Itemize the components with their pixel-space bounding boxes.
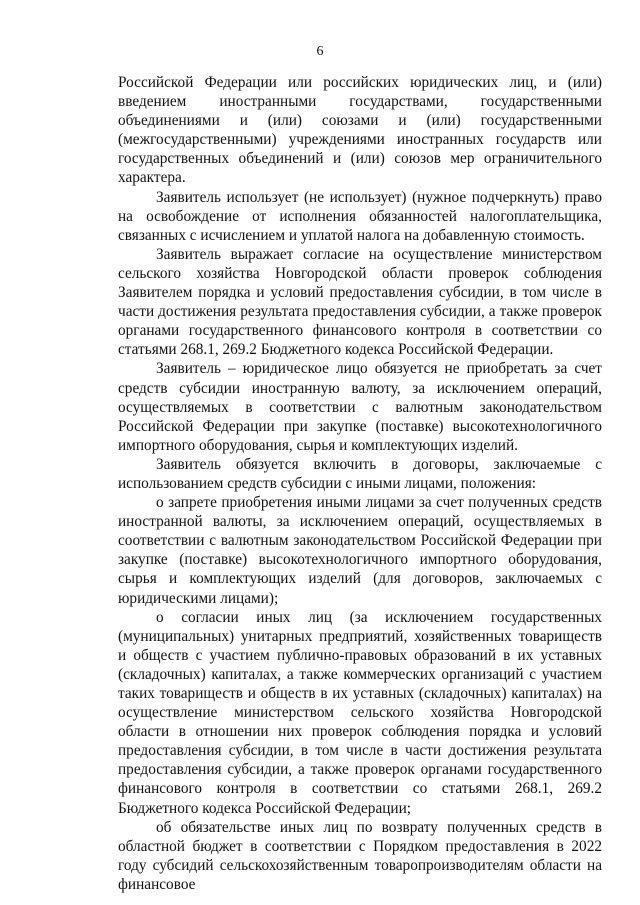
page-number: 6 [316, 44, 324, 59]
paragraph-currency-ban: о запрете приобретения иными лицами за счет полученных средств иностранной валюты, за исключением операций, осуществляемых в соответствии с валютным законодательством Российской Федерации при закупке (поставке) высокотехнологичного импортного оборудования, сырья и комплектующих изделий (для договоров, заключаемых с юридическими лицами); [118, 494, 602, 607]
document-body [118, 73, 602, 894]
paragraph-currency-obligation: Заявитель – юридическое лицо обязуется не приобретать за счет средств субсидии иностранную валюту, за исключением операций, осуществляемых в соответствии с валютным законодательством Российской Федерации при закупке (поставке) высокотехнологичного импортного оборудования, сырья и комплектующих изделий. [118, 360, 602, 454]
paragraph-third-party-consent: о согласии иных лиц (за исключением государственных (муниципальных) унитарных предприятий, хозяйственных товариществ и обществ с участием публично-правовых образований в их уставных (складочных) капиталах, а также коммерческих организаций с участием таких товариществ и обществ в их уставных (складочных) капиталах) на осуществление министерством сельского хозяйства Новгородской области в отношении них проверок соблюдения порядка и условий предоставления субсидии, в том числе в части достижения результата предоставления субсидии, а также проверок органами государственного финансового контроля в соответствии со статьями 268.1, 269.2 Бюджетного кодекса Российской Федерации; [118, 608, 602, 817]
paragraph-vat-exemption: Заявитель использует (не использует) (нужное подчеркнуть) право на освобождение от исполнения обязанностей налогоплательщика, связанных с исчислением и уплатой налога на добавленную стоимость. [118, 188, 602, 244]
paragraph-contract-provisions: Заявитель обязуется включить в договоры, заключаемые с использованием средств субсидии с иными лицами, положения: [118, 455, 602, 492]
paragraph-continuation: Российской Федерации или российских юридических лиц, и (или) введением иностранными государствами, государственными объединениями и (или) союзами и (или) государственными (межгосударственными) учреждениями иностранных государств или государственных объединений и (или) союзов мер ограничительного характера. [118, 74, 602, 187]
paragraph-consent-inspections: Заявитель выражает согласие на осуществление министерством сельского хозяйства Новгородской области проверок соблюдения Заявителем порядка и условий предоставления субсидии, в том числе в части достижения результата предоставления субсидии, а также проверок органами государственного финансового контроля в соответствии со статьями 268.1, 269.2 Бюджетного кодекса Российской Федерации. [118, 245, 602, 359]
paragraph-refund-obligation: об обязательстве иных лиц по возврату полученных средств в областной бюджет в соответствии с Порядком предоставления в 2022 году субсидий сельскохозяйственным товаропроизводителям области на финансовое [118, 818, 602, 893]
